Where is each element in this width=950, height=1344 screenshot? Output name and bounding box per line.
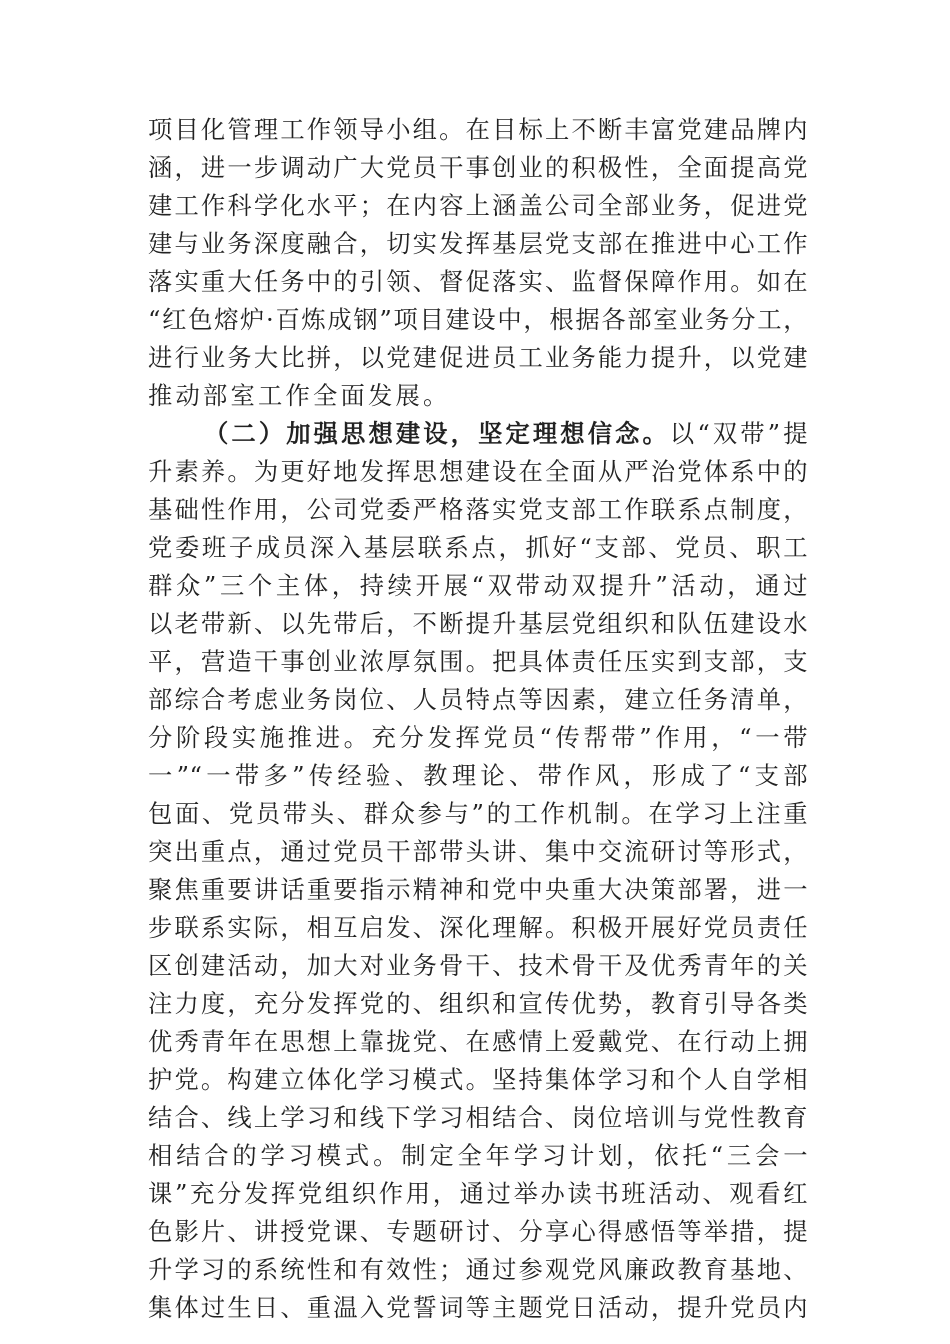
text-line: 群众”三个主体，持续开展“双带动双提升”活动，通过 (148, 571, 808, 600)
text-line: 项目化管理工作领导小组。在目标上不断丰富党建品牌内 (148, 115, 808, 144)
text-line: 部综合考虑业务岗位、人员特点等因素，建立任务清单， (148, 685, 808, 714)
text-line: 平，营造干事创业浓厚氛围。把具体责任压实到支部，支 (148, 647, 808, 676)
text-line: 护党。构建立体化学习模式。坚持集体学习和个人自学相 (148, 1065, 808, 1094)
text-line: “红色熔炉·百炼成钢”项目建设中，根据各部室业务分工， (148, 305, 808, 334)
text-line: 升素养。为更好地发挥思想建设在全面从严治党体系中的 (148, 457, 808, 486)
text-line: 集体过生日、重温入党誓词等主题党日活动，提升党员内 (148, 1293, 808, 1322)
text-line: 相结合的学习模式。制定全年学习计划，依托“三会一 (148, 1141, 808, 1170)
text-line: 涵，进一步调动广大党员干事创业的积极性，全面提高党 (148, 153, 808, 182)
section-heading-line (204, 415, 808, 453)
text-line: 建工作科学化水平；在内容上涵盖公司全部业务，促进党 (148, 191, 808, 220)
text-line: 一”“一带多”传经验、教理论、带作风，形成了“支部 (148, 761, 808, 790)
text-line: 分阶段实施推进。充分发挥党员“传帮带”作用，“一带 (148, 723, 808, 752)
text-line: 色影片、讲授党课、专题研讨、分享心得感悟等举措，提 (148, 1217, 808, 1246)
text-line: 党委班子成员深入基层联系点，抓好“支部、党员、职工 (148, 533, 808, 562)
text-line: 进行业务大比拼，以党建促进员工业务能力提升，以党建 (148, 343, 808, 372)
text-line: 区创建活动，加大对业务骨干、技术骨干及优秀青年的关 (148, 951, 808, 980)
section-heading: （二）加强思想建设，坚定理想信念。 (204, 419, 670, 448)
text-line: 突出重点，通过党员干部带头讲、集中交流研讨等形式， (148, 837, 808, 866)
text-line: 升学习的系统性和有效性；通过参观党风廉政教育基地、 (148, 1255, 808, 1284)
text-line: 建与业务深度融合，切实发挥基层党支部在推进中心工作 (148, 229, 808, 258)
text-line: 基础性作用，公司党委严格落实党支部工作联系点制度， (148, 495, 808, 524)
text-line: 落实重大任务中的引领、督促落实、监督保障作用。如在 (148, 267, 808, 296)
text-line: 包面、党员带头、群众参与”的工作机制。在学习上注重 (148, 799, 808, 828)
text-line: 结合、线上学习和线下学习相结合、岗位培训与党性教育 (148, 1103, 808, 1132)
text-line: 课”充分发挥党组织作用，通过举办读书班活动、观看红 (148, 1179, 808, 1208)
text-line: 推动部室工作全面发展。 (148, 381, 451, 410)
text-line: 优秀青年在思想上靠拢党、在感情上爱戴党、在行动上拥 (148, 1027, 808, 1056)
text-line: 聚焦重要讲话重要指示精神和党中央重大决策部署，进一 (148, 875, 808, 904)
heading-line-text: 以“双带”提 (669, 419, 809, 448)
text-line: 注力度，充分发挥党的、组织和宣传优势，教育引导各类 (148, 989, 808, 1018)
text-line: 以老带新、以先带后，不断提升基层党组织和队伍建设水 (148, 609, 808, 638)
text-line: 步联系实际，相互启发、深化理解。积极开展好党员责任 (148, 913, 808, 942)
